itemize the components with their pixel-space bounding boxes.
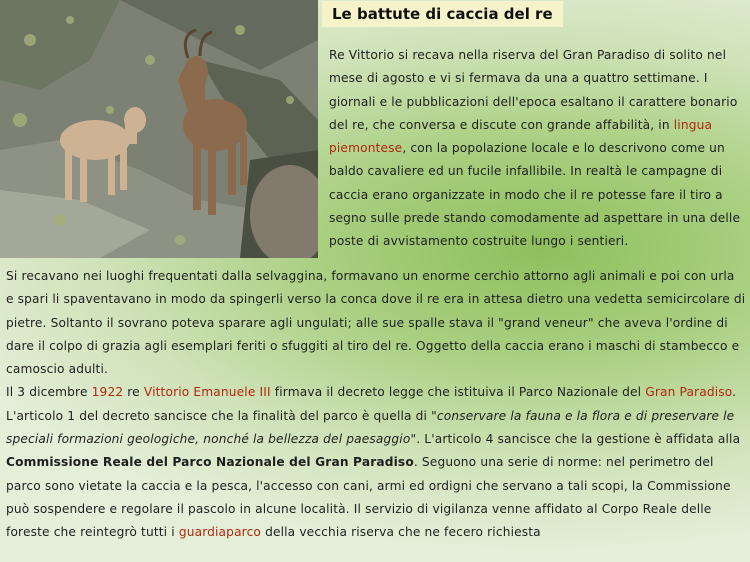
park-text-1: Il 3 dicembre xyxy=(6,385,92,400)
park-text-5: ". L'articolo 4 sancisce che la gestione è affidata alla xyxy=(410,432,741,447)
main-text xyxy=(6,265,746,545)
intro-text-1: Re Vittorio si recava nella riserva del Gran Paradiso di solito nel mese di agosto e vi si fermava da una a quattro settimane. I giornali e le pubblicazioni dell'epoca esaltano il carattere bonario del re, che conversa e discute con grande affabilità, in xyxy=(329,48,738,132)
hunting-paragraph: Si recavano nei luoghi frequentati dalla selvaggina, formavano un enorme cerchio attorno agli animali e poi con urla e spari li spaventavano in modo da spingerli verso la conca dove il re era in attesa dietro una vedetta semicircolare di pietre. Soltanto il sovrano poteva sparare agli ungulati; alle sue spalle stava il "grand veneur" che aveva l'ordine di dare il colpo di grazia agli esemplari feriti o sfuggiti al tiro del re. Oggetto della caccia erano i maschi di stambecco e camoscio adulti. xyxy=(6,269,746,377)
park-paragraph xyxy=(6,381,746,544)
decree-quote: conservare la fauna e la flora e di preservare le speciali formazioni geologiche, nonché la bellezza del paesaggio xyxy=(6,408,735,447)
link-gran-paradiso[interactable]: Gran Paradiso xyxy=(645,385,733,400)
park-text-7: della vecchia riserva che ne fecero richiesta xyxy=(261,525,541,540)
commission-name: Commissione Reale del Parco Nazionale del Gran Paradiso xyxy=(6,455,414,470)
link-guardiaparco[interactable]: guardiaparco xyxy=(178,525,262,540)
park-text-2: re xyxy=(123,385,144,400)
intro-paragraph xyxy=(329,44,747,254)
park-text-4: . L'articolo 1 del decreto sancisce che la finalità del parco è quella di " xyxy=(6,385,737,423)
park-text-3: firmava il decreto legge che istituiva il Parco Nazionale del xyxy=(270,385,646,400)
page-title: Le battute di caccia del re xyxy=(332,5,553,23)
title-box xyxy=(322,1,563,27)
link-vittorio-emanuele-iii[interactable]: Vittorio Emanuele III xyxy=(143,385,271,400)
link-1922[interactable]: 1922 xyxy=(91,385,124,400)
link-lingua-piemontese[interactable]: lingua piemontese xyxy=(329,117,713,156)
park-text-6: . Seguono una serie di norme: nel perimetro del parco sono vietate la caccia e la pesca, l'accesso con cani, armi ed ordigni che servano a tali scopi, la Commissione può sospendere e regolare il pascolo in alcune località. Il servizio di vigilanza venne affidato al Corpo Reale delle foreste che reintegrò tutti i xyxy=(6,455,731,540)
intro-text-2: , con la popolazione locale e lo descrivono come un baldo cavaliere ed un fucile infallibile. In realtà le campagne di caccia erano organizzate in modo che il re potesse fare il tiro a segno sulle prede stando comodamente ad aspettare in una delle poste di avvistamento costruite lungo i sentieri. xyxy=(329,141,741,249)
ibex-photo xyxy=(0,0,318,258)
